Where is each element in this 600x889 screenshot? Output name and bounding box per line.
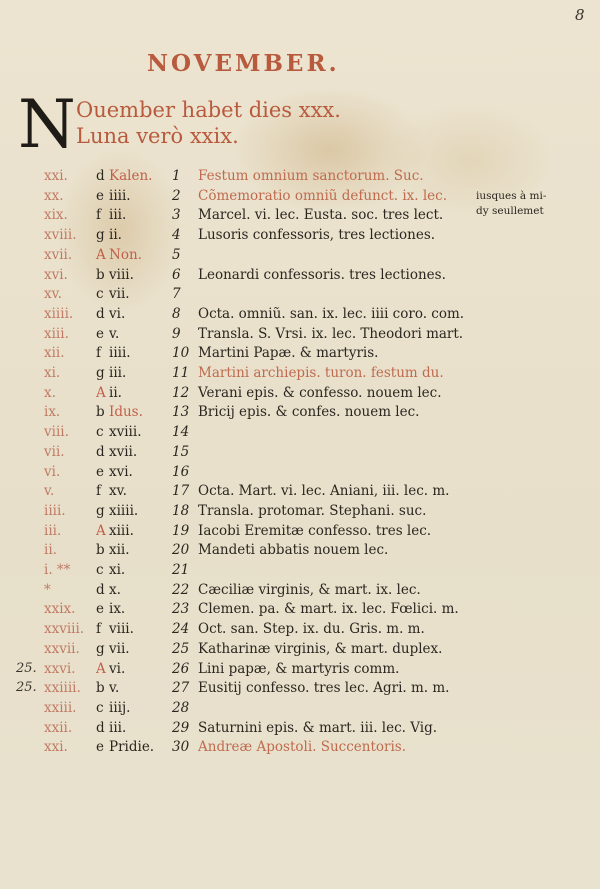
roman-date: viii.	[109, 621, 134, 638]
feast-text: Mandeti abbatis nouem lec.	[198, 542, 389, 559]
day-number: 11	[172, 365, 190, 381]
dominical-letter: b	[96, 266, 105, 283]
day-number: 7	[172, 286, 181, 303]
dominical-letter: A	[96, 246, 106, 263]
dominical-letter: g	[96, 640, 105, 657]
roman-date: ii.	[109, 227, 122, 244]
roman-date: Non.	[109, 246, 142, 263]
day-number: 2	[172, 187, 181, 204]
golden-number: iii.	[44, 522, 62, 539]
calendar-row	[0, 247, 600, 269]
roman-date: iii.	[109, 719, 127, 736]
feast-text: Lusoris confessoris, tres lectiones.	[198, 227, 436, 244]
roman-date: xiii.	[109, 522, 134, 539]
calendar-row	[0, 306, 600, 328]
calendar-row	[0, 365, 600, 387]
day-number: 12	[172, 384, 190, 401]
golden-number: xxiiii.	[44, 680, 81, 697]
dominical-letter: e	[96, 601, 104, 618]
day-number: 29	[172, 719, 190, 736]
calendar-row	[0, 286, 600, 308]
dominical-letter: e	[96, 463, 104, 480]
golden-number: v.	[44, 483, 55, 500]
dominical-letter: g	[96, 502, 105, 519]
golden-number: xxiii.	[44, 699, 77, 716]
golden-number: viii.	[44, 424, 69, 441]
golden-number: xxi.	[44, 168, 68, 184]
dominical-letter: d	[96, 168, 105, 184]
day-number: 3	[172, 207, 181, 224]
month-title: NOVEMBER.	[147, 50, 340, 77]
calendar-row	[0, 227, 600, 249]
calendar-row	[0, 700, 600, 722]
roman-date: x.	[109, 581, 121, 598]
golden-number: *	[44, 581, 51, 598]
golden-number: xiiii.	[44, 305, 74, 322]
feast-text: Eusitij confesso. tres lec. Agri. m. m.	[198, 680, 450, 697]
feast-text: Festum omnium sanctorum. Suc.	[198, 168, 424, 184]
roman-date: iiij.	[109, 699, 131, 716]
golden-number: x.	[44, 384, 56, 401]
roman-date: iii.	[109, 365, 127, 381]
day-number: 15	[172, 443, 190, 460]
day-number: 10	[172, 345, 190, 362]
intro-line-1: Ouember habet dies xxx.	[76, 98, 341, 122]
dominical-letter: A	[96, 384, 106, 401]
dominical-letter: A	[96, 522, 106, 539]
calendar-row	[0, 680, 600, 702]
day-number: 13	[172, 404, 190, 421]
calendar-row	[0, 207, 600, 229]
feast-text: Transla. protomar. Stephani. suc.	[198, 502, 427, 519]
day-number: 16	[172, 463, 190, 480]
feast-text: Lini papæ, & martyris comm.	[198, 660, 400, 677]
calendar-row	[0, 345, 600, 367]
feast-text: Cæciliæ virginis, & mart. ix. lec.	[198, 581, 421, 598]
day-number: 17	[172, 483, 190, 500]
dominical-letter: g	[96, 365, 105, 381]
golden-number: vi.	[44, 463, 61, 480]
calendar-row	[0, 523, 600, 545]
calendar-row	[0, 641, 600, 663]
golden-number: i. **	[44, 562, 71, 578]
dominical-letter: c	[96, 699, 104, 716]
calendar-row	[0, 621, 600, 643]
roman-date: vii.	[109, 286, 130, 303]
feast-text: Katharinæ virginis, & mart. duplex.	[198, 640, 443, 657]
calendar-row	[0, 444, 600, 466]
feast-text: Oct. san. Step. ix. du. Gris. m. m.	[198, 621, 425, 638]
calendar-row	[0, 424, 600, 446]
dominical-letter: d	[96, 581, 105, 598]
calendar-row	[0, 267, 600, 289]
drop-capital: N	[18, 86, 76, 163]
feast-text: Marcel. vi. lec. Eusta. soc. tres lect.	[198, 207, 444, 224]
roman-date: iii.	[109, 207, 127, 224]
day-number: 20	[172, 542, 190, 559]
dominical-letter: f	[96, 621, 101, 638]
roman-date: xv.	[109, 483, 127, 500]
day-number: 14	[172, 424, 190, 441]
roman-date: Pridie.	[109, 739, 155, 756]
golden-number: iiii.	[44, 502, 66, 519]
dominical-letter: g	[96, 227, 105, 244]
calendar-row	[0, 404, 600, 426]
dominical-letter: e	[96, 187, 104, 204]
golden-number: vii.	[44, 443, 65, 460]
golden-number: xvi.	[44, 266, 68, 283]
golden-number: xv.	[44, 286, 62, 303]
calendar-row	[0, 385, 600, 407]
dominical-letter: c	[96, 562, 104, 578]
roman-date: vi.	[109, 305, 126, 322]
day-number: 22	[172, 581, 190, 598]
day-number: 4	[172, 227, 181, 244]
dominical-letter: b	[96, 404, 105, 421]
dominical-letter: f	[96, 345, 101, 362]
roman-date: xi.	[109, 562, 126, 578]
dominical-letter: c	[96, 424, 104, 441]
handwritten-note-2: dy seullemet	[476, 205, 544, 217]
feast-text: Octa. omniũ. san. ix. lec. iiii coro. com.	[198, 305, 465, 322]
day-number: 30	[172, 739, 190, 756]
calendar-row	[0, 739, 600, 761]
handwritten-note-1: iusques à mi-	[476, 190, 547, 202]
calendar-row	[0, 582, 600, 604]
calendar-row	[0, 542, 600, 564]
feast-text: Bricij epis. & confes. nouem lec.	[198, 404, 420, 421]
golden-number: xi.	[44, 365, 61, 381]
roman-date: xvii.	[109, 443, 138, 460]
roman-date: iiii.	[109, 345, 131, 362]
calendar-row	[0, 661, 600, 683]
roman-date: v.	[109, 325, 120, 342]
golden-number: ii.	[44, 542, 57, 559]
day-number: 9	[172, 325, 181, 342]
golden-number: xii.	[44, 345, 65, 362]
day-number: 25	[172, 640, 190, 657]
roman-date: xviii.	[109, 424, 142, 441]
golden-number: ix.	[44, 404, 61, 421]
golden-number: xxviii.	[44, 621, 85, 638]
page-number: 8	[575, 6, 585, 24]
feast-text: Martini archiepis. turon. festum du.	[198, 365, 444, 381]
day-number: 26	[172, 660, 190, 677]
dominical-letter: b	[96, 542, 105, 559]
roman-date: Idus.	[109, 404, 143, 421]
intro-line-2: Luna verò xxix.	[76, 124, 239, 148]
dominical-letter: d	[96, 305, 105, 322]
dominical-letter: b	[96, 680, 105, 697]
calendar-row	[0, 188, 600, 210]
feast-text: Verani epis. & confesso. nouem lec.	[198, 384, 442, 401]
golden-number: xxi.	[44, 739, 68, 756]
dominical-letter: d	[96, 719, 105, 736]
day-number: 18	[172, 502, 190, 519]
day-number: 19	[172, 522, 190, 539]
calendar-row	[0, 720, 600, 742]
dominical-letter: e	[96, 325, 104, 342]
feast-text: Iacobi Eremitæ confesso. tres lec.	[198, 522, 432, 539]
margin-note: 25.	[16, 680, 37, 696]
roman-date: Kalen.	[109, 168, 153, 184]
dominical-letter: d	[96, 443, 105, 460]
day-number: 28	[172, 699, 190, 716]
dominical-letter: f	[96, 483, 101, 500]
dominical-letter: c	[96, 286, 104, 303]
roman-date: xii.	[109, 542, 130, 559]
feast-text: Andreæ Apostoli. Succentoris.	[198, 739, 407, 756]
feast-text: Transla. S. Vrsi. ix. lec. Theodori mart.	[198, 325, 464, 342]
feast-text: Octa. Mart. vi. lec. Aniani, iii. lec. m.	[198, 483, 450, 500]
roman-date: xvi.	[109, 463, 133, 480]
roman-date: vi.	[109, 660, 126, 677]
day-number: 24	[172, 621, 190, 638]
golden-number: xviii.	[44, 227, 77, 244]
golden-number: xix.	[44, 207, 68, 224]
dominical-letter: e	[96, 739, 104, 756]
calendar-row	[0, 503, 600, 525]
day-number: 5	[172, 246, 181, 263]
feast-text: Saturnini epis. & mart. iii. lec. Vig.	[198, 719, 438, 736]
golden-number: xxix.	[44, 601, 76, 618]
golden-number: xx.	[44, 187, 64, 204]
golden-number: xvii.	[44, 246, 73, 263]
calendar-row	[0, 326, 600, 348]
feast-text: Clemen. pa. & mart. ix. lec. Fœlici. m.	[198, 601, 459, 618]
golden-number: xxvii.	[44, 640, 80, 657]
day-number: 23	[172, 601, 190, 618]
day-number: 21	[172, 562, 190, 578]
day-number: 6	[172, 266, 181, 283]
feast-text: Leonardi confessoris. tres lectiones.	[198, 266, 446, 283]
roman-date: viii.	[109, 266, 134, 283]
day-number: 1	[172, 168, 181, 184]
calendar-row	[0, 464, 600, 486]
roman-date: ix.	[109, 601, 126, 618]
feast-text: Martini Papæ. & martyris.	[198, 345, 379, 362]
roman-date: ii.	[109, 384, 122, 401]
roman-date: iiii.	[109, 187, 131, 204]
calendar-row	[0, 483, 600, 505]
roman-date: xiiii.	[109, 502, 139, 519]
day-number: 27	[172, 680, 190, 697]
dominical-letter: A	[96, 660, 106, 677]
margin-note: 25.	[16, 660, 37, 676]
calendar-row	[0, 562, 600, 584]
calendar-row	[0, 168, 600, 190]
roman-date: vii.	[109, 640, 130, 657]
golden-number: xxii.	[44, 719, 73, 736]
feast-text: Cõmemoratio omniũ defunct. ix. lec.	[198, 187, 448, 204]
dominical-letter: f	[96, 207, 101, 224]
day-number: 8	[172, 305, 181, 322]
golden-number: xiii.	[44, 325, 69, 342]
roman-date: v.	[109, 680, 120, 697]
golden-number: xxvi.	[44, 660, 76, 677]
calendar-row	[0, 601, 600, 623]
